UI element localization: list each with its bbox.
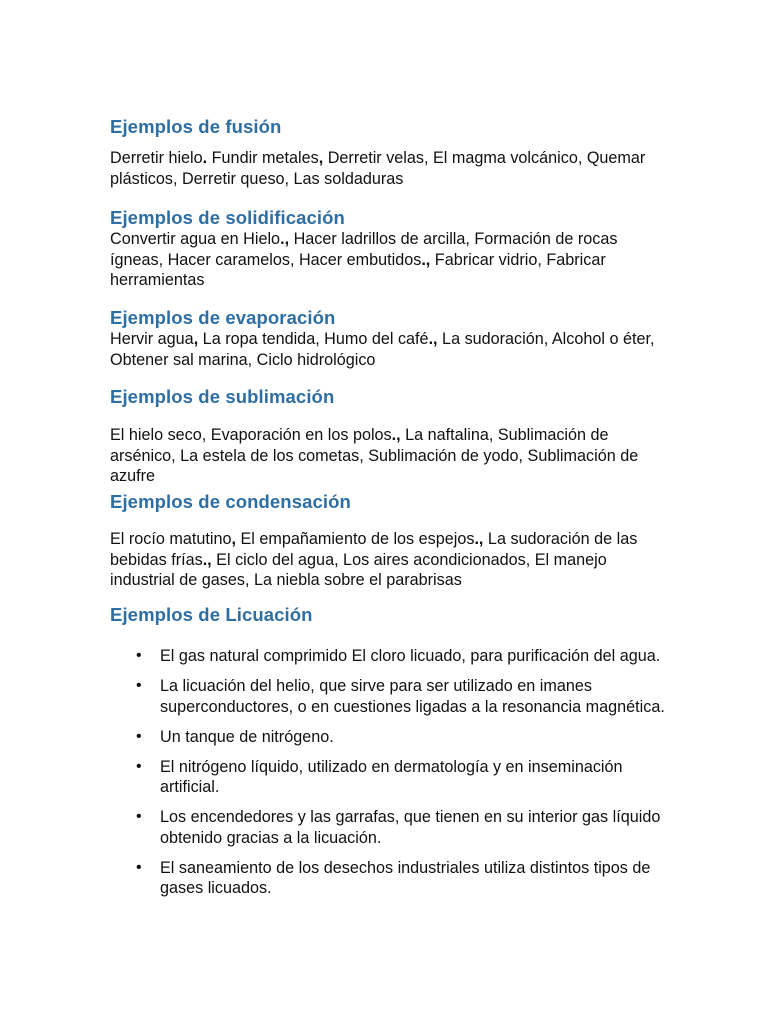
list-item-text: La licuación del helio, que sirve para ser utilizado en imanes superconductores, o en cuestiones ligadas a la resonancia magnética. — [160, 677, 665, 716]
list-item-text: Un tanque de nitrógeno. — [160, 727, 334, 746]
bullet-icon: • — [136, 757, 142, 775]
paragraph-fusion — [110, 148, 670, 189]
list-item — [110, 676, 670, 717]
list-item — [110, 646, 670, 667]
text-fragment: Derretir velas, El magma volcánico, Quemar plásticos, Derretir queso, Las soldaduras — [110, 149, 646, 188]
text-fragment: La ropa tendida, Humo del café — [198, 330, 429, 348]
text-fragment: Convertir agua en Hielo — [110, 230, 281, 248]
section-solidificacion — [110, 207, 670, 291]
punctuation: ., — [474, 530, 484, 548]
text-fragment: El hielo seco, Evaporación en los polos — [110, 426, 392, 444]
punctuation: ., — [202, 550, 212, 569]
heading-condensacion: Ejemplos de condensación — [110, 491, 351, 512]
text-fragment: Fundir metales — [207, 149, 319, 167]
text-fragment: La sudoración de las bebidas frías — [110, 530, 638, 569]
text-fragment: La sudoración, Alcohol o éter, Obtener sal marina, Ciclo hidrológico — [110, 330, 655, 369]
list-item — [110, 757, 670, 798]
paragraph-sublimacion — [110, 425, 670, 487]
section-sublimacion — [110, 386, 670, 487]
punctuation: , — [318, 149, 324, 167]
bullet-icon: • — [136, 677, 142, 694]
text-fragment: Fabricar vidrio, Fabricar herramientas — [110, 250, 606, 289]
section-condensacion — [110, 491, 670, 591]
heading-evaporacion: Ejemplos de evaporación — [110, 307, 336, 328]
list-item — [110, 727, 670, 748]
paragraph-evaporacion — [110, 329, 670, 370]
text-fragment: El empañamiento de los espejos — [235, 530, 475, 548]
bullet-icon: • — [136, 727, 142, 745]
list-item-text: Los encendedores y las garrafas, que tienen en su interior gas líquido obtenido gracias a la licuación. — [160, 808, 661, 847]
heading-fusion: Ejemplos de fusión — [110, 116, 282, 137]
text-fragment: Derretir hielo — [110, 149, 203, 167]
list-item-text: El saneamiento de los desechos industriales utiliza distintos tipos de gases licuados. — [160, 858, 651, 897]
punctuation: , — [193, 330, 199, 348]
list-item — [110, 807, 670, 848]
punctuation: , — [231, 530, 236, 548]
bullet-icon: • — [136, 808, 142, 825]
punctuation: . — [202, 149, 208, 167]
text-fragment: La naftalina, Sublimación de arsénico, La estela de los cometas, Sublimación de yodo, Sublimación de azufre — [110, 426, 639, 485]
text-fragment: El ciclo del agua, Los aires acondicionados, El manejo industrial de gases, La niebla sobre el parabrisas — [110, 550, 607, 589]
section-evaporacion — [110, 307, 670, 370]
bullet-icon: • — [136, 647, 142, 664]
section-fusion — [110, 116, 670, 189]
list-licuacion — [110, 646, 670, 899]
punctuation: ., — [421, 250, 431, 269]
punctuation: ., — [280, 230, 290, 248]
bullet-icon: • — [136, 858, 142, 876]
list-item-text: El nitrógeno líquido, utilizado en dermatología y en inseminación artificial. — [160, 757, 623, 796]
heading-solidificacion: Ejemplos de solidificación — [110, 207, 345, 228]
heading-sublimacion: Ejemplos de sublimación — [110, 386, 335, 407]
list-item — [110, 858, 670, 899]
paragraph-condensacion — [110, 529, 670, 591]
list-item-text: El gas natural comprimido El cloro licuado, para purificación del agua. — [160, 647, 661, 665]
punctuation: ., — [428, 330, 438, 348]
text-fragment: Hacer ladrillos de arcilla, Formación de rocas ígneas, Hacer caramelos, Hacer embutidos — [110, 230, 618, 269]
text-fragment: Hervir agua — [110, 330, 194, 348]
heading-licuacion: Ejemplos de Licuación — [110, 604, 313, 625]
text-fragment: El rocío matutino — [110, 530, 232, 548]
paragraph-solidificacion — [110, 229, 670, 291]
punctuation: ., — [391, 426, 401, 444]
section-licuacion — [110, 604, 670, 908]
